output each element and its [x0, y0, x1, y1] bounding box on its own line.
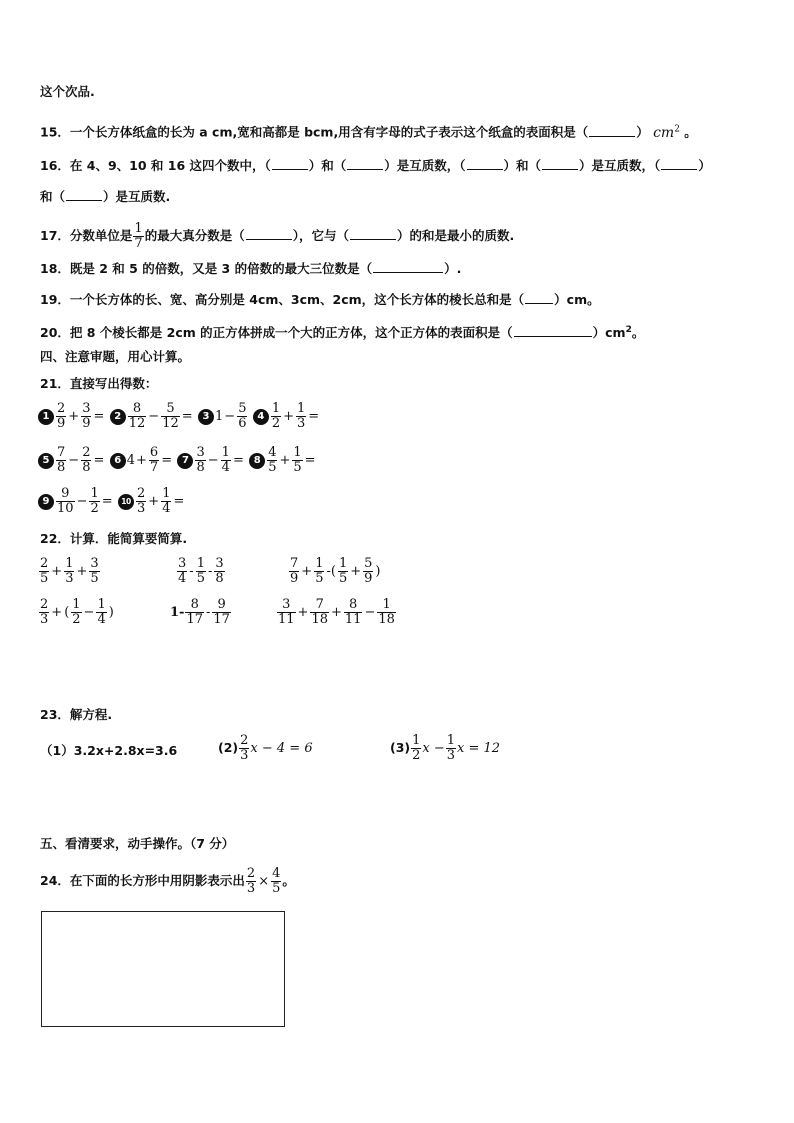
answer-blank[interactable] — [661, 157, 697, 170]
circled-number: 9 — [38, 494, 54, 510]
question-22: 22．计算．能简算要简算. — [40, 531, 188, 546]
circled-number: 4 — [253, 409, 269, 425]
circled-number: 5 — [38, 453, 54, 469]
question-17: 17．分数单位是 $\frac{1}{7}$ 的最大真分数是（ ），它与（ ）的和是最小的质数. — [40, 221, 515, 251]
answer-blank[interactable] — [350, 227, 396, 240]
question-21: 21．直接写出得数： — [40, 376, 158, 391]
q22-expr-1: $\frac{2}{5}$ + $\frac{1}{3}$ + $\frac{3}{5}$ — [40, 556, 99, 586]
q21-row-2: 5 $\frac{7}{8}$ − $\frac{2}{8}$ = 6 4+ $\frac{6}{7}$ = 7 $\frac{3}{8}$ − $\frac{1}{4}$ = 8 $\frac{4}{5}$ + $\frac{1}{5}$ = — [38, 446, 317, 475]
answer-blank[interactable] — [66, 188, 102, 201]
question-16: 16．在 4、9、10 和 16 这四个数中，（ ）和（ ）是互质数，（ ）和（ ）是互质数，（ ） — [40, 158, 711, 173]
question-18: 18．既是 2 和 5 的倍数，又是 3 的倍数的最大三位数是（ ）. — [40, 261, 462, 276]
section-4-heading: 四、注意审题，用心计算。 — [40, 349, 191, 364]
answer-blank[interactable] — [246, 227, 292, 240]
question-16-cont: 和（ ）是互质数. — [40, 189, 171, 204]
q22-expr-5: 1- $\frac{8}{17}$ - $\frac{9}{17}$ — [170, 597, 230, 627]
question-19: 19．一个长方体的长、宽、高分别是 4cm、3cm、2cm，这个长方体的棱长总和是（ ）cm。 — [40, 292, 600, 307]
section-5-heading: 五、看清要求，动手操作。（7 分） — [40, 836, 235, 851]
q22-expr-2: $\frac{3}{4}$ - $\frac{1}{5}$ - $\frac{3}{8}$ — [178, 556, 224, 586]
q21-row-3: 9 $\frac{9}{10}$ − $\frac{1}{2}$ = 10 $\frac{2}{3}$ + $\frac{1}{4}$ = — [38, 487, 185, 516]
answer-blank[interactable] — [525, 291, 553, 304]
circled-number: 8 — [249, 453, 265, 469]
circled-number: 2 — [110, 409, 126, 425]
q22-expr-3: $\frac{7}{9}$ + $\frac{1}{5}$ -( $\frac{1}{5}$ + $\frac{5}{9}$ ) — [290, 556, 381, 586]
question-20: 20．把 8 个棱长都是 2cm 的正方体拼成一个大的正方体，这个正方体的表面积是（ ）$cm^2$。 — [40, 325, 645, 341]
circled-number: 1 — [38, 409, 54, 425]
answer-blank[interactable] — [589, 124, 635, 137]
answer-blank[interactable] — [347, 157, 383, 170]
question-15: 15．一个长方体纸盒的长为 a cm,宽和高都是 bcm,用含有字母的式子表示这个纸盒的表面积是（ ） $cm^2$ 。 — [40, 124, 697, 141]
q22-expr-6: $\frac{3}{11}$ + $\frac{7}{18}$ + $\frac{8}{11}$ − $\frac{1}{18}$ — [278, 597, 395, 627]
fraction: $\frac{1}{7}$ — [134, 221, 143, 251]
continuation-text: 这个次品. — [40, 84, 95, 99]
answer-blank[interactable] — [542, 157, 578, 170]
circled-number: 3 — [198, 409, 214, 425]
q23-part-3: (3) $\frac{1}{2}$ x − $\frac{1}{3}$ x = 12 — [390, 733, 501, 763]
circled-number: 6 — [110, 453, 126, 469]
question-24: 24．在下面的长方形中用阴影表示出 $\frac{2}{3}$ × $\frac{4}{5}$ 。 — [40, 866, 295, 896]
answer-blank[interactable] — [514, 324, 592, 337]
answer-blank[interactable] — [373, 260, 443, 273]
answer-blank[interactable] — [272, 157, 308, 170]
circled-number: 7 — [177, 453, 193, 469]
answer-blank[interactable] — [467, 157, 503, 170]
unit-cm2: $cm^2$ — [653, 124, 680, 141]
q23-part-1: （1）3.2x+2.8x=3.6 — [40, 743, 178, 758]
circled-number: 10 — [118, 494, 134, 510]
q21-row-1: 1 $\frac{2}{9}$ + $\frac{3}{9}$ = 2 $\frac{8}{12}$ − $\frac{5}{12}$ = 3 1− $\frac{5}{6}$ 4 $\frac{1}{2}$ + $\frac{1}{3}$ = — [38, 402, 320, 431]
drawing-rectangle[interactable] — [41, 911, 285, 1027]
question-23: 23．解方程. — [40, 707, 113, 722]
q22-expr-4: $\frac{2}{3}$ + ( $\frac{1}{2}$ − $\frac{1}{4}$ ) — [40, 597, 114, 627]
q23-part-2: (2) $\frac{2}{3}$ x − 4 = 6 — [218, 733, 313, 763]
